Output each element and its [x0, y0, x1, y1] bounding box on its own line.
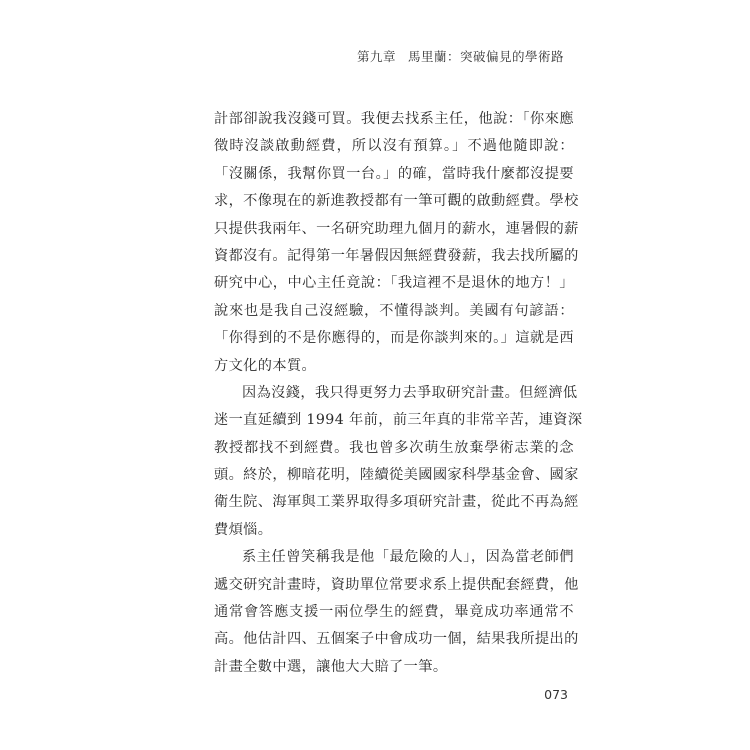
text-line: 迷一直延續到 1994 年前，前三年真的非常辛苦，連資深 [214, 412, 583, 429]
text-line: 研究中心，中心主任竟說：「我這裡不是退休的地方！」 [214, 275, 574, 292]
text-line: 高。他估計四、五個案子中會成功一個，結果我所提出的 [214, 631, 579, 648]
paragraph [214, 380, 583, 544]
text-line: 計畫全數中選，讓他大大賠了一筆。 [214, 658, 448, 675]
text-line: 「你得到的不是你應得的，而是你談判來的。」這就是西 [214, 330, 574, 347]
running-header [357, 47, 564, 65]
page-number: 073 [544, 687, 568, 702]
body-text [214, 106, 583, 681]
text-line: 衛生院、海軍與工業界取得多項研究計畫，從此不再為經 [214, 494, 579, 511]
text-line: 系主任曾笑稱我是他「最危險的人」，因為當老師們 [242, 549, 574, 566]
text-line: 頭。終於，柳暗花明，陸續從美國國家科學基金會、國家 [214, 467, 579, 484]
text-line: 費煩惱。 [214, 521, 273, 538]
paragraph [214, 106, 579, 380]
text-line: 計部卻說我沒錢可買。我便去找系主任，他說：「你來應 [214, 111, 574, 127]
paragraph [214, 544, 579, 681]
text-line: 通常會答應支援一兩位學生的經費，畢竟成功率通常不 [214, 604, 574, 621]
chapter-number: 第九章 [356, 49, 396, 64]
text-line: 資都沒有。記得第一年暑假因無經費發薪，我去找所屬的 [214, 247, 579, 264]
text-line: 徵時沒談啟動經費，所以沒有預算。」不過他隨即說： [214, 138, 574, 155]
text-line: 「沒關係，我幫你買一台。」的確，當時我什麼都沒提要 [214, 165, 574, 182]
text-line: 求，不像現在的新進教授都有一筆可觀的啟動經費。學校 [214, 193, 579, 210]
text-line: 方文化的本質。 [214, 357, 317, 374]
text-line: 教授都找不到經費。我也曾多次萌生放棄學術志業的念 [214, 439, 574, 456]
text-line: 只提供我兩年、一名研究助理九個月的薪水，連暑假的薪 [214, 220, 579, 237]
text-line: 遞交研究計畫時，資助單位常要求系上提供配套經費，他 [214, 576, 579, 593]
chapter-title: 馬里蘭：突破偏見的學術路 [407, 49, 564, 64]
text-line: 因為沒錢，我只得更努力去爭取研究計畫。但經濟低 [242, 384, 578, 401]
text-line: 說來也是我自己沒經驗，不懂得談判。美國有句諺語： [214, 302, 574, 319]
